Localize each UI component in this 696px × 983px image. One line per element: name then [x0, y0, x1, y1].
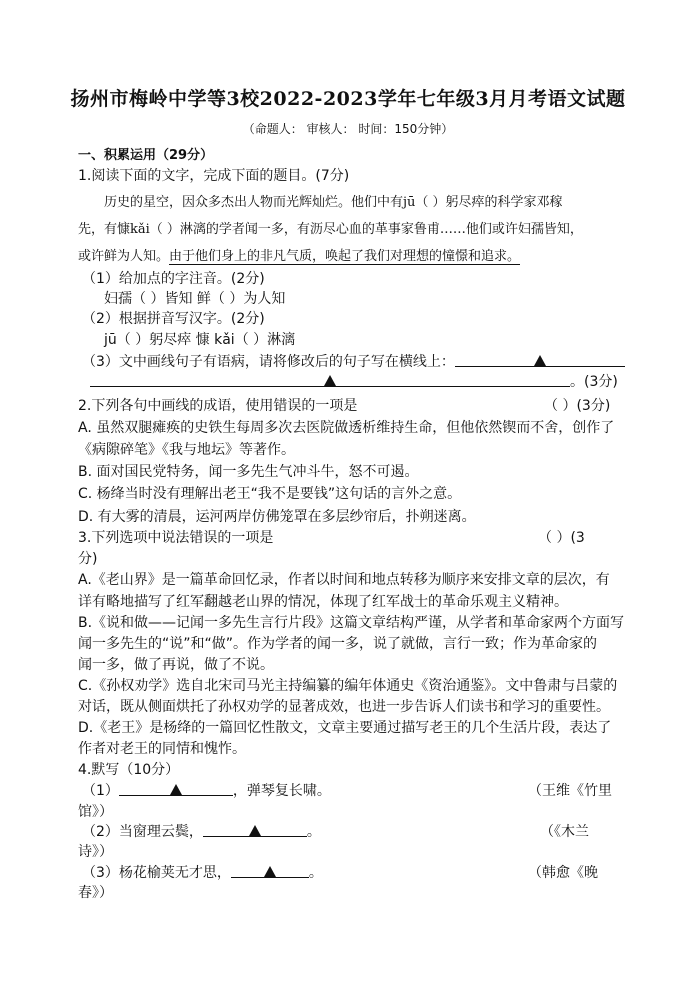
q4-item1-source-cont: 馆》） — [78, 804, 113, 820]
q2-option-a-line2: 《病隙碎笔》《我与地坛》等著作。 — [78, 442, 295, 458]
q1-underlined-sentence: 由于他们身上的非凡气质，唤起了我们对理想的憧憬和追求。 — [169, 249, 521, 264]
q3-score-cont: 分) — [78, 551, 98, 567]
q4-item1-source: （王维《竹里 — [528, 783, 612, 799]
triangle-marker-icon — [170, 784, 182, 795]
answer-blank[interactable] — [455, 352, 625, 367]
q2-score: （ ）(3分) — [544, 398, 611, 414]
q3-option-d-line2: 作者对老王的同情和愧怍。 — [78, 741, 246, 757]
q1-stem: 1.阅读下面的文字，完成下面的题目。(7分) — [78, 168, 350, 184]
q1-passage-line3-start: 或许鲜为人知。 — [78, 249, 170, 264]
section-heading: 一、积累运用（29分） — [78, 148, 214, 163]
answer-blank[interactable] — [90, 372, 570, 387]
q1-sub2-items: jū（ ）躬尽瘁 慷 kǎi（ ）淋漓 — [104, 332, 296, 348]
q2-option-b: B. 面对国民党特务，闻一多先生气冲斗牛，怒不可遏。 — [78, 464, 419, 480]
q2-option-c: C. 杨绛当时没有理解出老王“我不是要钱”这句话的言外之意。 — [78, 486, 462, 502]
q1-sub1-items: 妇孺（ ）皆知 鲜（ ）为人知 — [104, 291, 286, 307]
q1-sub1: （1）给加点的字注音。(2分) — [82, 271, 265, 287]
answer-blank[interactable] — [231, 863, 309, 878]
q2-stem: 2.下列各句中画线的成语，使用错误的一项是 — [78, 398, 358, 414]
q4-item2-end: 。 — [306, 824, 321, 840]
q2-option-d: D. 有大雾的清晨，运河两岸仿佛笼罩在多层纱帘后，扑朔迷离。 — [78, 509, 476, 525]
q4-item2-source-cont: 诗》） — [78, 844, 113, 860]
q4-item3-source-cont: 春》） — [78, 885, 113, 901]
q3-option-a-line2: 详有略地描写了红军翻越老山界的情况，体现了红军战士的革命乐观主义精神。 — [78, 594, 568, 610]
q1-sub3-prompt: （3）文中画线句子有语病，请将修改后的句子写在横线上： — [82, 354, 455, 370]
q4-item3 — [82, 863, 323, 883]
q1-passage-line3 — [78, 247, 520, 267]
q3-option-b-line2: 闻一多先生的“说”和“做”。作为学者的闻一多，说了就做，言行一致；作为革命家的 — [78, 636, 598, 652]
q4-item2-text: （2）当窗理云鬓， — [82, 824, 203, 840]
q4-item2-source: （《木兰 — [540, 824, 589, 840]
q4-item1-number: （1） — [82, 783, 119, 799]
triangle-marker-icon — [324, 375, 336, 386]
q1-sub3-line2 — [90, 372, 618, 392]
q4-item2 — [82, 822, 321, 842]
q3-score: （ ）(3 — [538, 530, 585, 546]
q4-item3-end: 。 — [308, 865, 323, 881]
exam-meta: （命题人： 审核人： 时间：150分钟） — [242, 122, 454, 136]
q4-item3-source: （韩愈《晚 — [528, 865, 598, 881]
q3-option-a-line1: A.《老山界》是一篇革命回忆录，作者以时间和地点转移为顺序来安排文章的层次，有 — [78, 572, 610, 588]
triangle-marker-icon — [249, 825, 261, 836]
q3-option-b-line1: B.《说和做——记闻一多先生言行片段》这篇文章结构严谨，从学者和革命家两个方面写 — [78, 615, 625, 631]
q1-sub2: （2）根据拼音写汉字。(2分) — [82, 311, 265, 327]
page-title: 扬州市梅岭中学等3校2022-2023学年七年级3月月考语文试题 — [70, 88, 626, 110]
q1-passage-line2: 先，有慷kǎi（ ）淋漓的学者闻一多，有沥尽心血的革事家鲁甫……他们或许妇孺皆知， — [78, 222, 583, 237]
q3-option-d-line1: D.《老王》是杨绛的一篇回忆性散文，文章主要通过描写老王的几个生活片段，表达了 — [78, 720, 612, 736]
q3-option-c-line2: 对话，既从侧面烘托了孙权劝学的显著成效，也进一步告诉人们读书和学习的重要性。 — [78, 699, 610, 715]
q1-sub3-score: 。(3分) — [570, 374, 618, 390]
q3-option-c-line1: C.《孙权劝学》选自北宋司马光主持编纂的编年体通史《资治通鉴》。文中鲁肃与吕蒙的 — [78, 678, 618, 694]
q3-option-b-line3: 闻一多，做了再说，做了不说。 — [78, 657, 274, 673]
triangle-marker-icon — [264, 866, 276, 877]
answer-blank[interactable] — [119, 781, 233, 796]
triangle-marker-icon — [534, 355, 546, 366]
q4-item1-text: ，弹琴复长啸。 — [232, 783, 331, 799]
q2-option-a-line1: A. 虽然双腿瘫痪的史铁生每周多次去医院做透析维持生命，但他依然锲而不舍，创作了 — [78, 420, 615, 436]
q4-stem: 4.默写（10分） — [78, 762, 180, 778]
q4-item3-text: （3）杨花榆荚无才思， — [82, 865, 231, 881]
q4-item1 — [82, 781, 331, 801]
q1-sub3 — [82, 352, 625, 372]
answer-blank[interactable] — [203, 822, 307, 837]
q3-stem: 3.下列选项中说法错误的一项是 — [78, 530, 274, 546]
q1-passage-line1: 历史的星空，因众多杰出人物而光辉灿烂。他们中有jū（ ）躬尽瘁的科学家邓稼 — [104, 195, 563, 210]
